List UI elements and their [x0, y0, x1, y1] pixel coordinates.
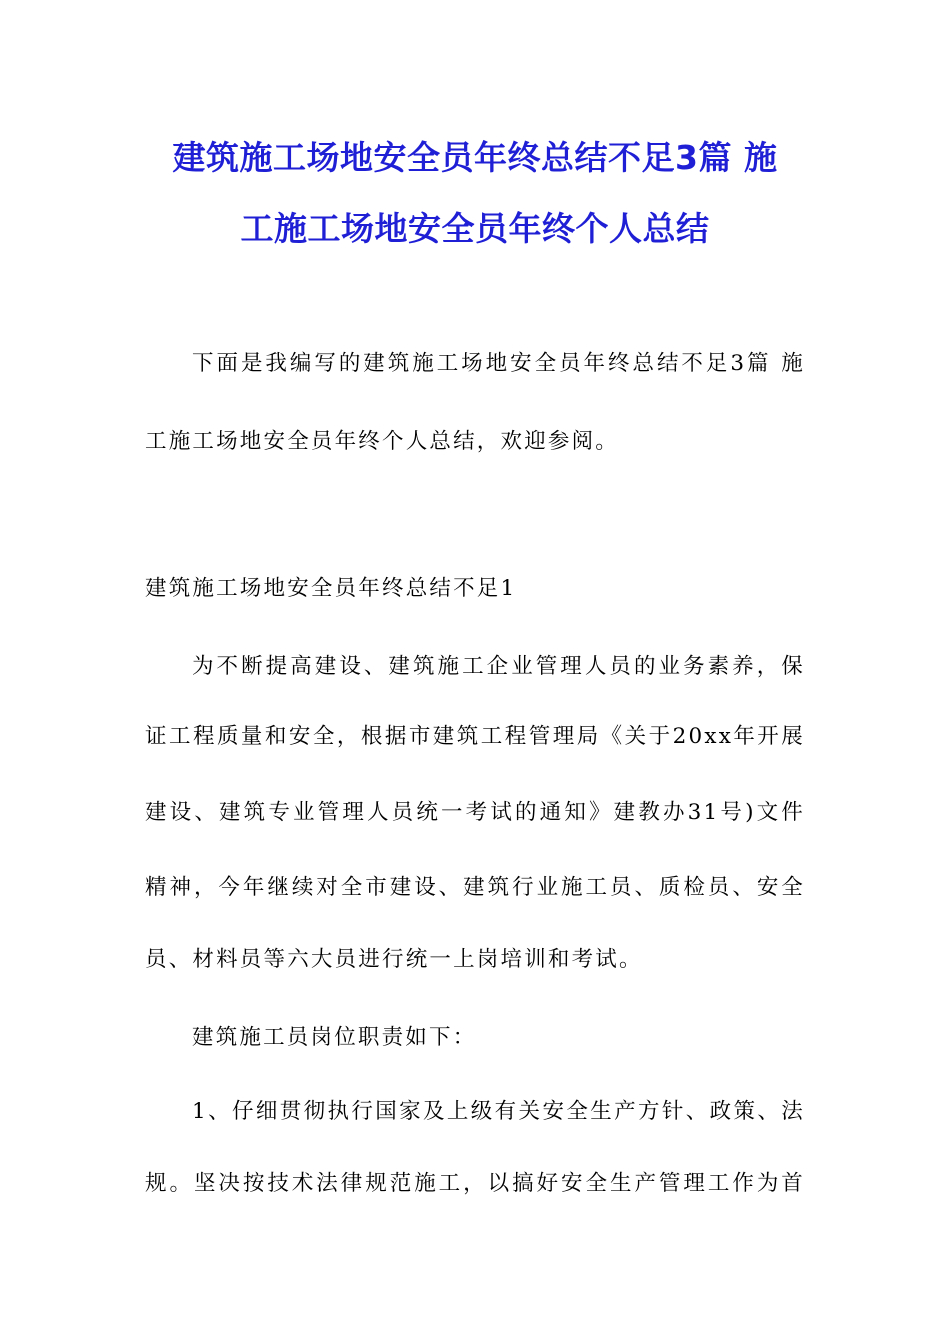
intro-line-1: 下面是我编写的建筑施工场地安全员年终总结不足3篇 施 — [192, 351, 805, 376]
paragraph-line: 为不断提高建设、建筑施工企业管理人员的业务素养，保 — [192, 654, 805, 679]
duties-intro: 建筑施工员岗位职责如下： — [192, 1025, 477, 1050]
document-title-line-1: 建筑施工场地安全员年终总结不足3篇 施 — [172, 138, 778, 177]
paragraph-line: 建设、建筑专业管理人员统一考试的通知》建教办31号)文件 — [145, 800, 805, 825]
paragraph-line: 精神，今年继续对全市建设、建筑行业施工员、质检员、安全 — [145, 875, 805, 900]
paragraph-line: 员、材料员等六大员进行统一上岗培训和考试。 — [145, 947, 643, 972]
duty-item-line: 1、仔细贯彻执行国家及上级有关安全生产方针、政策、法 — [192, 1099, 805, 1124]
section-heading: 建筑施工场地安全员年终总结不足1 — [145, 576, 517, 601]
document-title-line-2: 工施工场地安全员年终个人总结 — [240, 209, 710, 248]
duty-item-line: 规。坚决按技术法律规范施工，以搞好安全生产管理工作为首 — [145, 1171, 805, 1196]
paragraph-line: 证工程质量和安全，根据市建筑工程管理局《关于20xx年开展 — [145, 724, 805, 749]
intro-line-2: 工施工场地安全员年终个人总结，欢迎参阅。 — [145, 429, 620, 454]
